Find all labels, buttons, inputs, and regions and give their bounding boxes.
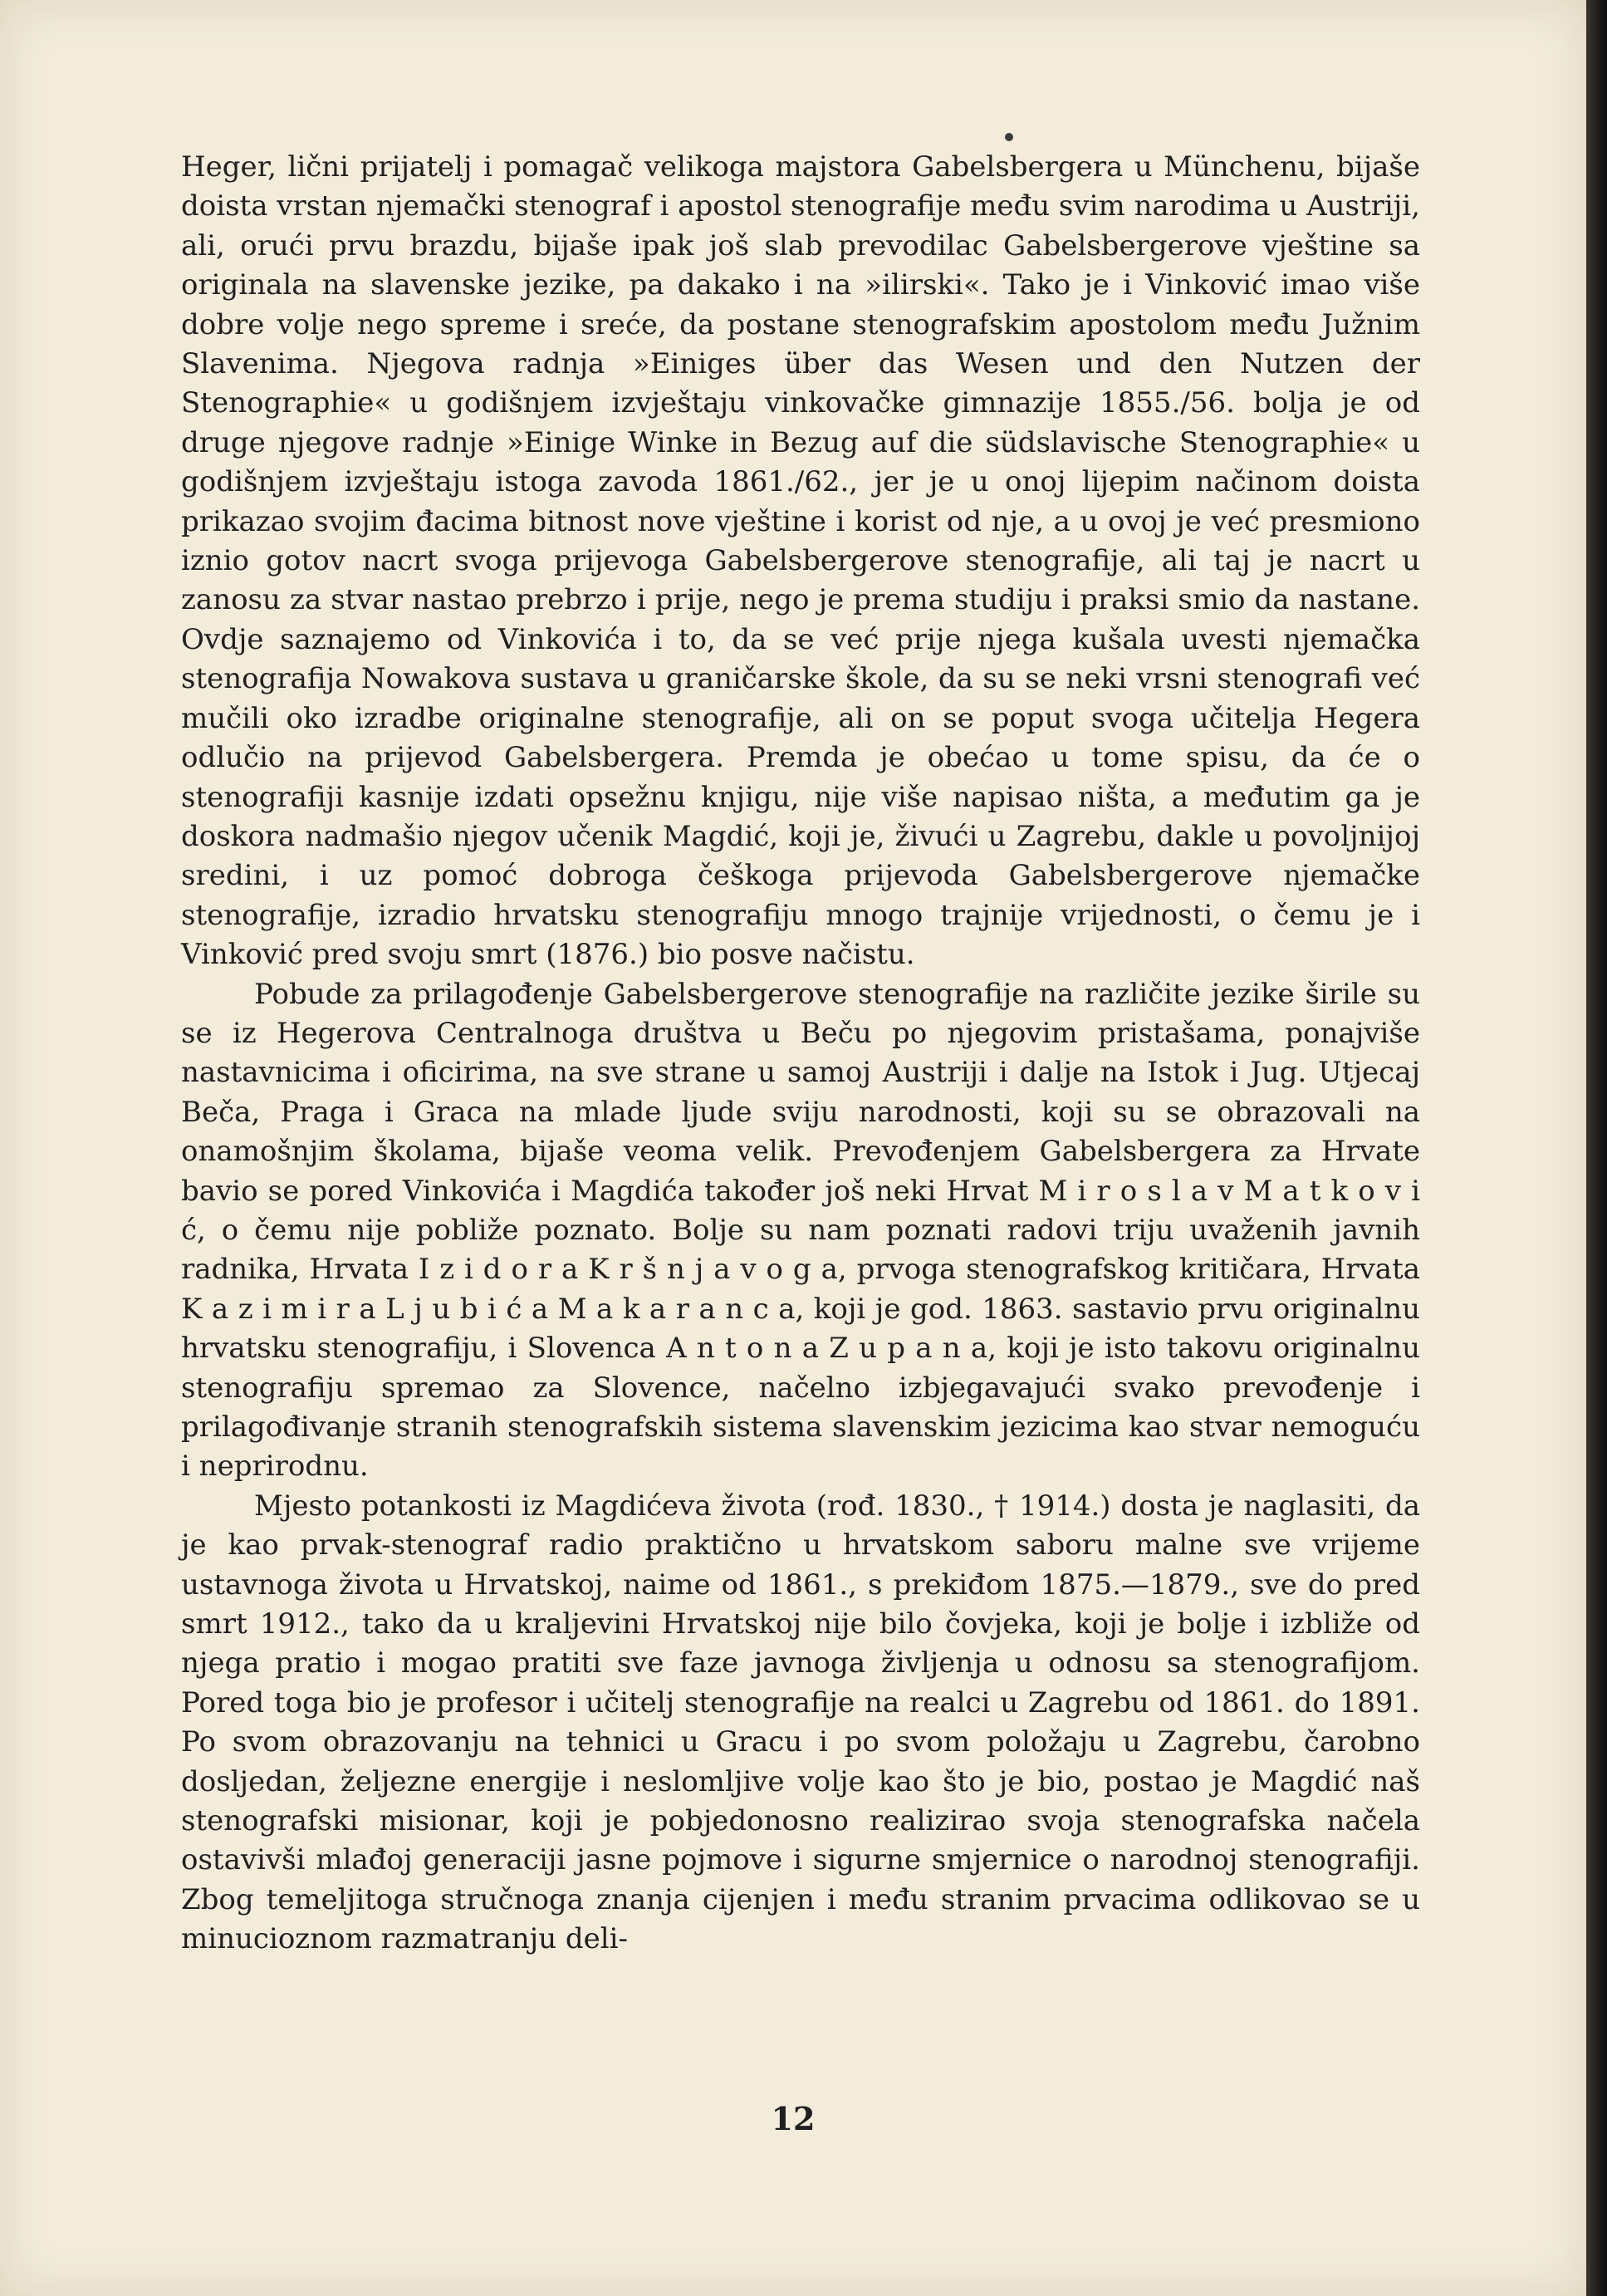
paragraph-2: Pobude za prilagođenje Gabelsbergerove stenografije na različite jezike širile su se iz Hegerova Centralnoga društva u Beču po njegovim pristašama, ponajviše nastavnicima i oficirima, na sve strane u samoj Austriji i dalje na Istok i Jug. Utjecaj Beča, Praga i Graca na mlade ljude sviju narodnosti, koji su se obrazovali na onamošnjim školama, bijaše veoma velik. Prevođenjem Gabelsbergera za Hrvate bavio se pored Vinkovića i Magdića također još neki Hrvat M i r o s l a v M a t k o v i ć, o čemu nije pobliže poznato. Bolje su nam poznati radovi triju uvaženih javnih radnika, Hrvata I z i d o r a K r š n j a v o g a, prvoga stenografskog kritičara, Hrvata K a z i m i r a L j u b i ć a M a k a r a n c a, koji je god. 1863. sastavio prvu originalnu hrvatsku stenografiju, i Slovenca A n t o n a Z u p a n a, koji je isto takovu originalnu stenografiju spremao za Slovence, načelno izbjegavajući svako prevođenje i prilagođivanje stranih stenografskih sistema slavenskim jezicima kao stvar nemoguću i neprirodnu. (181, 977, 1420, 1484)
page-edge-shadow (1586, 0, 1607, 2296)
paragraph-3: Mjesto potankosti iz Magdićeva života (rođ. 1830., † 1914.) dosta je naglasiti, da je kao prvak-stenograf radio praktično u hrvatskom saboru malne sve vrijeme ustavnoga života u Hrvatskoj, naime od 1861., s prekiđom 1875.—1879., sve do pred smrt 1912., tako da u kraljevini Hrvatskoj nije bilo čovjeka, koji je bolje i izbliže od njega pratio i mogao pratiti sve faze javnoga življenja u odnosu sa stenografijom. Pored toga bio je profesor i učitelj stenografije na realci u Zagrebu od 1861. do 1891. Po svom obrazovanju na tehnici u Gracu i po svom položaju u Zagrebu, čarobno dosljedan, željezne energije i neslomljive volje kao što je bio, postao je Magdić naš stenografski misionar, koji je pobjedonosno realizirao svoja stenografska načela ostavivši mlađoj generaciji jasne pojmove i sigurne smjernice o narodnoj stenografiji. Zbog temeljitoga stručnoga znanja cijenjen i među stranim prvacima odlikovao se u minucioznom razmatranju deli- (181, 1489, 1420, 1956)
ink-dot (1005, 133, 1013, 141)
paragraph-1: Heger, lični prijatelj i pomagač velikoga majstora Gabelsbergera u Münchenu, bijaše doista vrstan njemački stenograf i apostol stenografije među svim narodima u Austriji, ali, orući prvu brazdu, bijaše ipak još slab prevodilac Gabelsbergerove vještine sa originala na slavenske jezike, pa dakako i na »ilirski«. Tako je i Vinković imao više dobre volje nego spreme i sreće, da postane stenografskim apostolom među Južnim Slavenima. Njegova radnja »Einiges über das Wesen und den Nutzen der Stenographie« u godišnjem izvještaju vinkovačke gimnazije 1855./56. bolja je od druge njegove radnje »Einige Winke in Bezug auf die südslavische Stenographie« u godišnjem izvještaju istoga zavoda 1861./62., jer je u onoj lijepim načinom doista prikazao svojim đacima bitnost nove vještine i korist od nje, a u ovoj je već presmiono iznio gotov nacrt svoga prijevoga Gabelsbergerove stenografije, ali taj je nacrt u zanosu za stvar nastao prebrzo i prije, nego je prema studiju i praksi smio da nastane. Ovdje saznajemo od Vinkovića i to, da se već prije njega kušala uvesti njemačka stenografija Nowakova sustava u graničarske škole, da su se neki vrsni stenografi već mučili oko izradbe originalne stenografije, ali on se poput svoga učitelja Hegera odlučio na prijevod Gabelsbergera. Premda je obećao u tome spisu, da će o stenografiji kasnije izdati opsežnu knjigu, nije više napisao ništa, a međutim ga je doskora nadmašio njegov učenik Magdić, koji je, živući u Zagrebu, dakle u povoljnijoj sredini, i uz pomoć dobroga češkoga prijevoda Gabelsbergerove njemačke stenografije, izradio hrvatsku stenografiju mnogo trajnije vrijednosti, o čemu je i Vinković pred svoju smrt (1876.) bio posve načistu. (181, 150, 1420, 972)
page-number: 12 (771, 2100, 816, 2137)
body-text (181, 148, 1420, 1960)
